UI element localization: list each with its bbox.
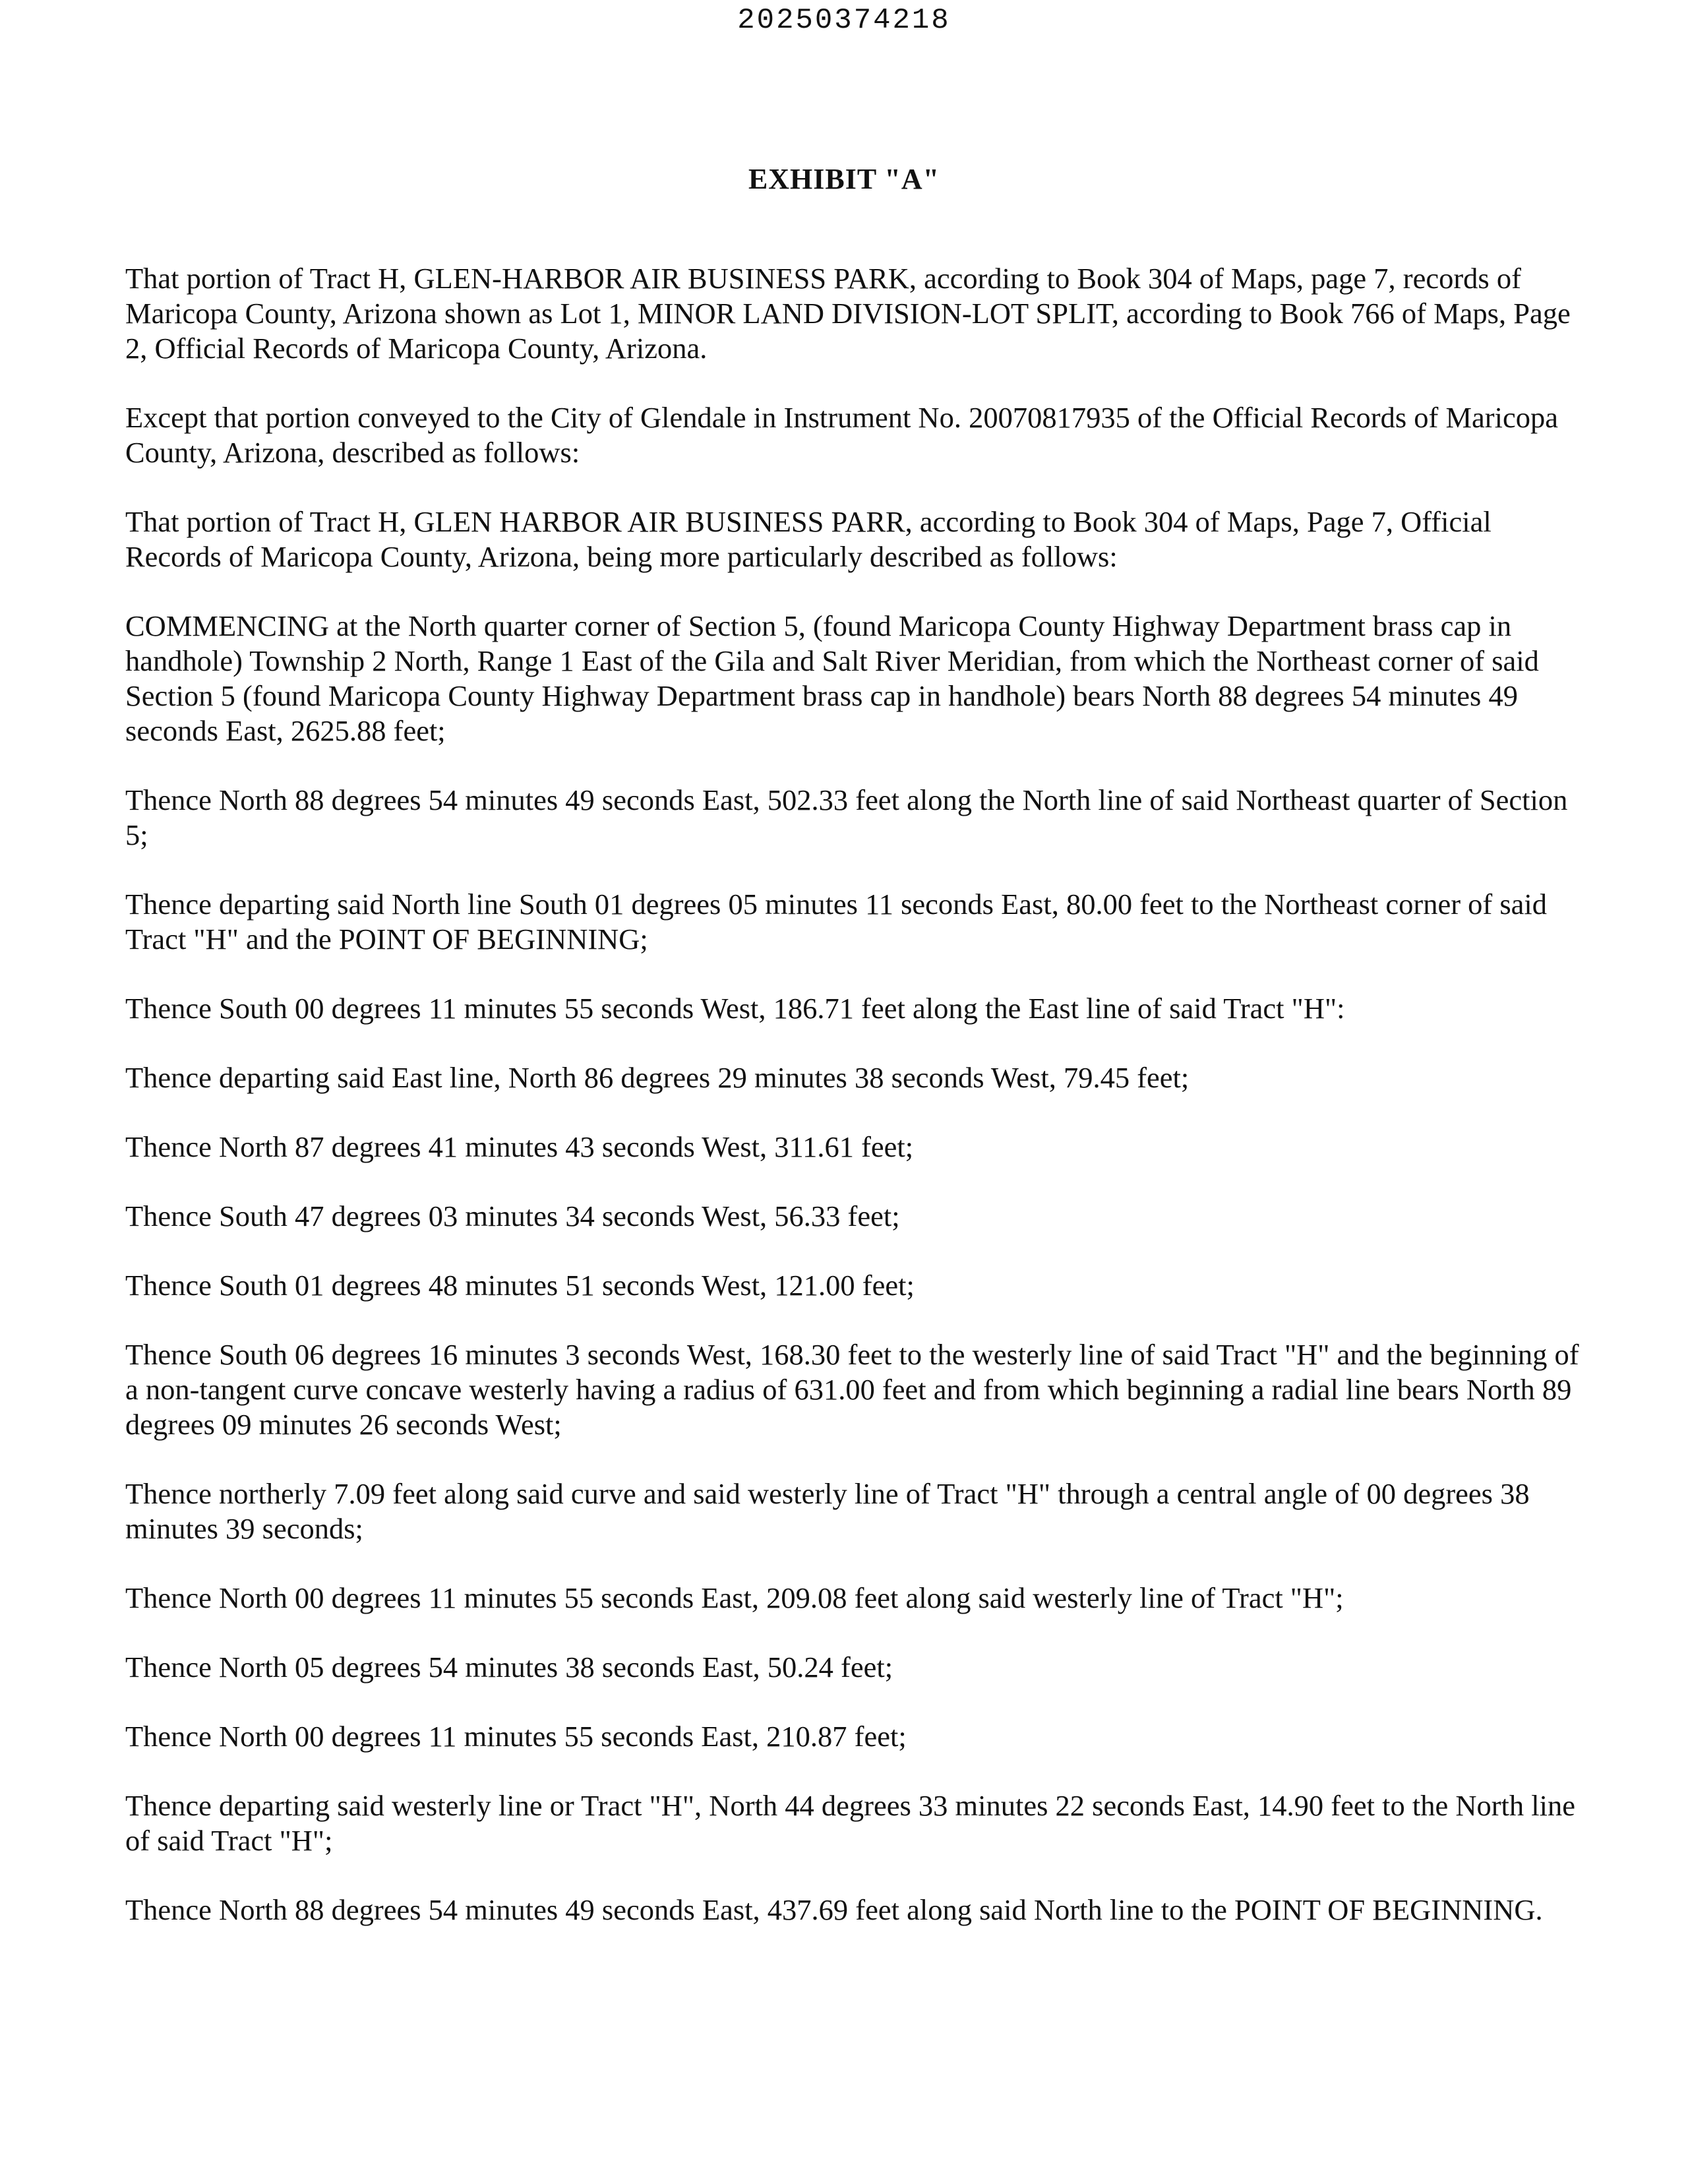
paragraph-course: Thence departing said North line South 01 degrees 05 minutes 11 seconds East, 80.00 feet to the Northeast corner of said Tract "H" and the POINT OF BEGINNING; <box>125 888 1548 956</box>
paragraph-course: Thence North 00 degrees 11 minutes 55 seconds East, 209.08 feet along said westerly line of Tract "H"; <box>125 1581 1344 1614</box>
paragraph-course: Thence South 01 degrees 48 minutes 51 seconds West, 121.00 feet; <box>125 1269 915 1302</box>
paragraph-course-final: Thence North 88 degrees 54 minutes 49 seconds East, 437.69 feet along said North line to the POINT OF BEGINNING. <box>125 1893 1543 1926</box>
paragraph-course: Thence departing said westerly line or Tract "H", North 44 degrees 33 minutes 22 seconds East, 14.90 feet to the North line of said Tract "H"; <box>125 1789 1576 1857</box>
paragraph-course: Thence South 47 degrees 03 minutes 34 seconds West, 56.33 feet; <box>125 1199 900 1232</box>
legal-description <box>125 261 1589 1962</box>
paragraph-course: Thence North 87 degrees 41 minutes 43 seconds West, 311.61 feet; <box>125 1130 914 1163</box>
paragraph-exception: Except that portion conveyed to the City of Glendale in Instrument No. 20070817935 of the Official Records of Maricopa County, Arizona, described as follows: <box>125 401 1558 469</box>
paragraph-course: Thence northerly 7.09 feet along said curve and said westerly line of Tract "H" through a central angle of 00 degrees 38 minutes 39 seconds; <box>125 1477 1530 1545</box>
paragraph-course: Thence North 88 degrees 54 minutes 49 seconds East, 502.33 feet along the North line of said Northeast quarter of Section 5; <box>125 783 1568 851</box>
exhibit-title: EXHIBIT "A" <box>748 163 940 195</box>
paragraph-course: Thence departing said East line, North 86 degrees 29 minutes 38 seconds West, 79.45 feet; <box>125 1061 1190 1094</box>
paragraph-course: Thence South 06 degrees 16 minutes 3 seconds West, 168.30 feet to the westerly line of said Tract "H" and the beginning of a non-tangent curve concave westerly having a radius of 631.00 feet and from which beginning a radial line bears North 89 degrees 09 minutes 26 seconds West; <box>125 1338 1579 1441</box>
paragraph-exception-tract: That portion of Tract H, GLEN HARBOR AIR BUSINESS PARR, according to Book 304 of Maps, Page 7, Official Records of Maricopa County, Arizona, being more particularly described as follows: <box>125 505 1492 573</box>
paragraph-course: Thence South 00 degrees 11 minutes 55 seconds West, 186.71 feet along the East line of said Tract "H": <box>125 992 1345 1025</box>
paragraph-course: Thence North 00 degrees 11 minutes 55 seconds East, 210.87 feet; <box>125 1720 907 1753</box>
recording-number: 20250374218 <box>737 4 951 37</box>
paragraph-commencing: COMMENCING at the North quarter corner of Section 5, (found Maricopa County Highway Department brass cap in handhole) Township 2 North, Range 1 East of the Gila and Salt River Meridian, from which the Northeast corner of said Section 5 (found Maricopa County Highway Department brass cap in handhole) bears North 88 degrees 54 minutes 49 seconds East, 2625.88 feet; <box>125 609 1539 747</box>
paragraph-property-description: That portion of Tract H, GLEN-HARBOR AIR BUSINESS PARK, according to Book 304 of Maps, page 7, records of Maricopa County, Arizona shown as Lot 1, MINOR LAND DIVISION-LOT SPLIT, according to Book 766 of Maps, Page 2, Official Records of Maricopa County, Arizona. <box>125 262 1571 365</box>
paragraph-course: Thence North 05 degrees 54 minutes 38 seconds East, 50.24 feet; <box>125 1651 893 1684</box>
